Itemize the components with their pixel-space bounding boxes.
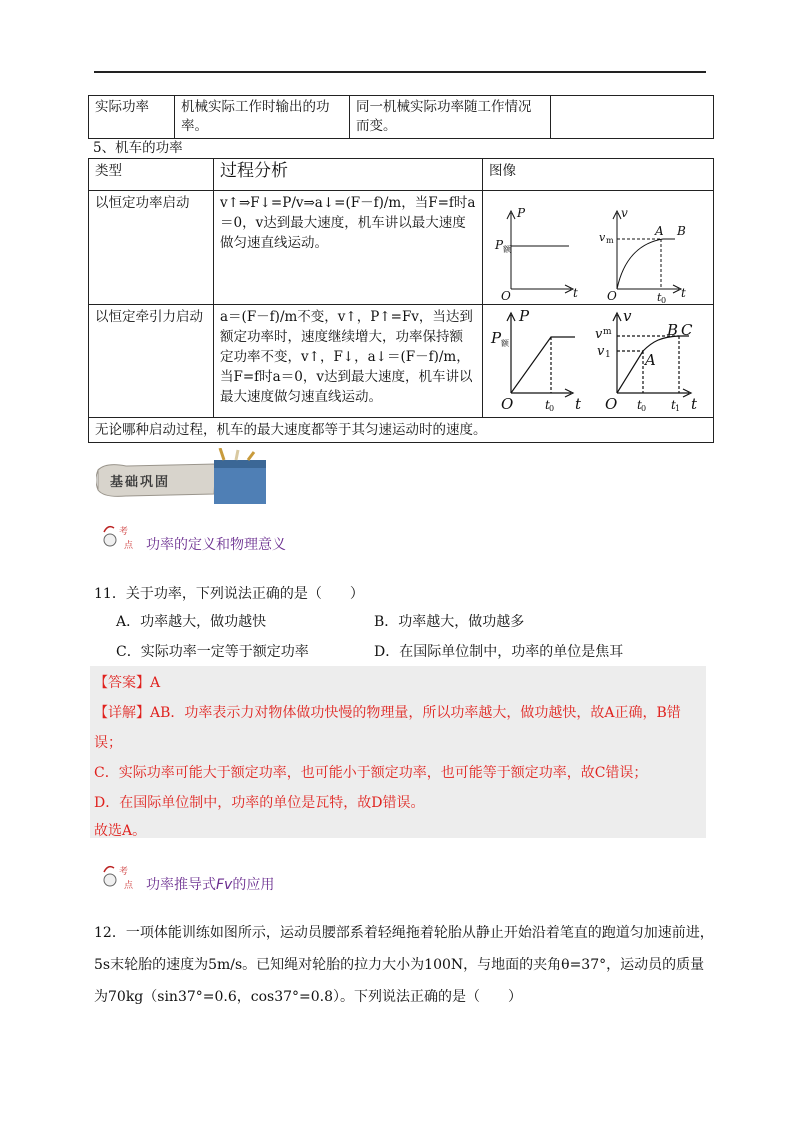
- header-rule: [94, 71, 706, 73]
- banner-text: 基础巩固: [110, 475, 171, 490]
- label-b: B: [677, 224, 686, 238]
- cell-actual-power-note: 同一机械实际功率随工作情况而变。: [350, 96, 551, 139]
- kaodian-2-label-var: Fv: [216, 877, 233, 893]
- label-t1: t: [671, 398, 676, 412]
- explanation-conclusion: 故选A。: [94, 823, 147, 839]
- kaodian-head: [104, 874, 116, 886]
- type-constant-force: 以恒定牵引力启动: [89, 305, 214, 418]
- explanation-line-3: C．实际功率可能大于额定功率，也可能小于额定功率，也可能等于额定功率，故C错误；: [94, 765, 648, 781]
- label-t0: t: [545, 398, 550, 412]
- label-v1-sub: 1: [605, 350, 611, 360]
- label-origin: O: [501, 395, 514, 413]
- banner-pencil-3: [248, 452, 254, 460]
- label-vm-sub: m: [603, 327, 612, 337]
- banner-pencil-2: [236, 450, 238, 460]
- answer-box: [90, 666, 706, 838]
- kaodian-2-label: [146, 874, 274, 894]
- velocity-curve: [617, 239, 675, 289]
- kaodian-1: [100, 522, 286, 554]
- explanation-line-2: 误；: [94, 735, 122, 751]
- locomotive-power-table: [88, 158, 714, 443]
- header-graph: 图像: [483, 159, 714, 191]
- label-p: P: [519, 307, 530, 325]
- kaodian-2: [100, 862, 300, 894]
- cell-actual-power: 实际功率: [89, 96, 175, 139]
- q11-option-a: A．功率越大，做功越快: [116, 614, 267, 630]
- q11-option-b: B．功率越大，做功越多: [374, 614, 525, 630]
- label-p-rated-sub: 额: [503, 245, 511, 254]
- label-t0: t: [657, 291, 662, 303]
- kaodian-leaf: [104, 867, 114, 872]
- type-constant-power: 以恒定功率启动: [89, 191, 214, 305]
- banner-basic-consolidation: [96, 448, 271, 506]
- header-type: 类型: [89, 159, 214, 191]
- graph-cell-1: [483, 191, 714, 305]
- q11-option-c: C．实际功率一定等于额定功率: [116, 644, 309, 660]
- label-vm-sub: m: [606, 236, 614, 245]
- label-t0-sub: 0: [661, 296, 667, 303]
- label-v: v: [621, 206, 628, 220]
- q12-line-3: 为70kg（sin37°=0.6，cos37°=0.8）。下列说法正确的是（ ）: [94, 989, 523, 1005]
- label-p-rated-sub: 额: [501, 339, 509, 348]
- label-c: C: [681, 321, 693, 339]
- power-definition-table: [88, 95, 714, 139]
- kaodian-head: [104, 534, 116, 546]
- cell-actual-power-def: 机械实际工作时输出的功率。: [175, 96, 350, 139]
- label-origin: O: [501, 289, 511, 303]
- label-t-2: t: [691, 395, 698, 413]
- graph-constant-force: [483, 305, 711, 417]
- banner-cup-rim: [214, 460, 266, 468]
- label-origin-2: O: [607, 289, 617, 303]
- label-v: v: [623, 307, 632, 325]
- table-footer-note: 无论哪种启动过程，机车的最大速度都等于其匀速运动时的速度。: [89, 418, 714, 443]
- q11-stem: 11．关于功率，下列说法正确的是（ ）: [94, 586, 364, 602]
- label-vm: v: [595, 327, 603, 342]
- label-t-2: t: [681, 286, 686, 300]
- kaodian-icon: [100, 862, 144, 894]
- label-origin-2: O: [605, 395, 618, 413]
- kaodian-leaf: [104, 527, 114, 532]
- kaodian-1-label: 功率的定义和物理意义: [146, 537, 286, 553]
- q12-line-2: 5s末轮胎的速度为5m/s。已知绳对轮胎的拉力大小为100N，与地面的夹角θ=37°，运动员的质量: [94, 957, 705, 973]
- label-t: t: [575, 395, 582, 413]
- explanation-line-4: D．在国际单位制中，功率的单位是瓦特，故D错误。: [94, 795, 425, 811]
- label-v1: v: [597, 344, 605, 359]
- cell-empty: [551, 96, 714, 139]
- label-p-rated: P: [491, 329, 502, 347]
- kaodian-badge-1: 考: [119, 867, 129, 877]
- explanation-line-1: 【详解】AB．功率表示力对物体做功快慢的物理量，所以功率越大，做功越快，故A正确，B错: [94, 705, 681, 721]
- kaodian-badge-1: 考: [119, 527, 129, 537]
- label-p-rated: P: [495, 238, 504, 252]
- label-t0-2-sub: 0: [641, 404, 647, 413]
- kaodian-badge-2: 点: [124, 541, 134, 551]
- kaodian-2-label-pre: 功率推导式: [146, 877, 216, 893]
- label-t0-sub: 0: [549, 404, 555, 413]
- graph-constant-power: [483, 191, 711, 303]
- label-a: A: [645, 351, 656, 369]
- header-process: 过程分析: [214, 159, 483, 191]
- label-t1-sub: 1: [675, 404, 681, 413]
- label-t0-2: t: [637, 398, 642, 412]
- q12-line-1: 12．一项体能训练如图所示，运动员腰部系着轻绳拖着轮胎从静止开始沿着笔直的跑道匀加速前进，: [94, 925, 714, 941]
- power-line: [511, 337, 575, 393]
- q11-option-d: D．在国际单位制中，功率的单位是焦耳: [374, 644, 624, 660]
- analysis-constant-power: v↑⇒F↓=P/v⇒a↓=(F－f)/m，当F=f时a＝0，v达到最大速度，机车讲以最大速度做匀速直线运动。: [214, 191, 483, 305]
- label-p: P: [517, 206, 526, 220]
- label-t: t: [573, 286, 578, 300]
- answer-line: 【答案】A: [94, 675, 161, 691]
- analysis-constant-force: a＝(F－f)/m不变，v↑，P↑=Fv，当达到额定功率时，速度继续增大，功率保持额定功率不变，v↑，F↓，a↓＝(F－f)/m，当F=f时a＝0，v达到最大速度，机车讲以最大速度做匀速直线运动。: [214, 305, 483, 418]
- kaodian-icon: [100, 522, 144, 554]
- kaodian-badge-2: 点: [124, 881, 134, 891]
- graph-cell-2: [483, 305, 714, 418]
- banner-pencil-1: [220, 448, 224, 460]
- section-title: 5、机车的功率: [93, 140, 183, 156]
- label-b: B: [667, 321, 679, 339]
- label-a: A: [655, 224, 664, 238]
- kaodian-2-label-post: 的应用: [232, 877, 275, 893]
- label-vm: v: [599, 231, 606, 244]
